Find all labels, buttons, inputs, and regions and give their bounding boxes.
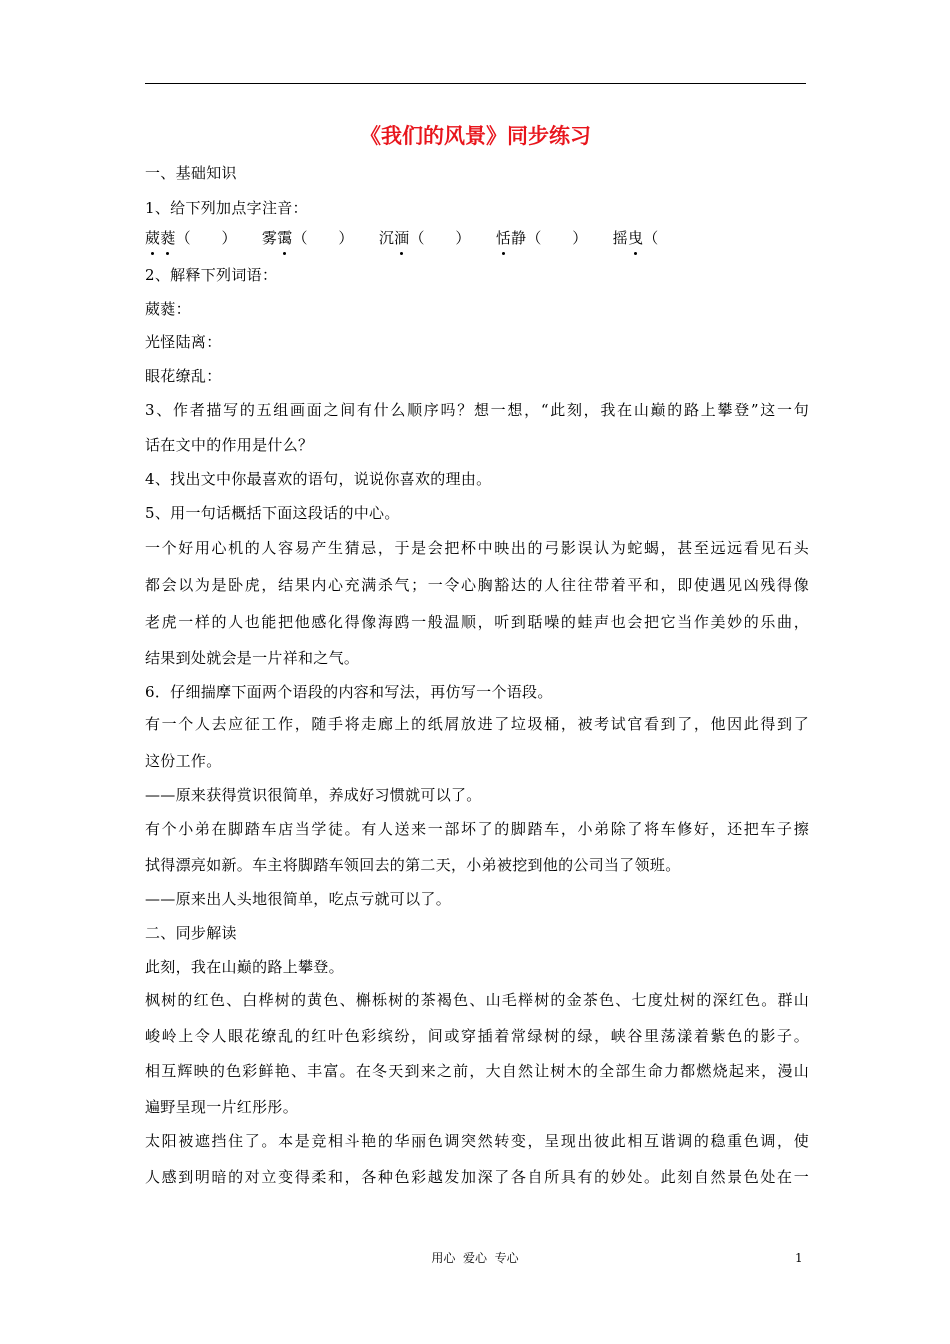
answer-blank[interactable]: （ ） (175, 229, 237, 247)
question-1-label: 1、给下列加点字注音： (145, 199, 308, 217)
plain-char: 静 (511, 229, 527, 247)
term-line: 葳蕤： (145, 300, 191, 318)
reading-line: 此刻，我在山巅的路上攀登。 (145, 958, 344, 976)
example-line: 拭得漂亮如新。车主将脚踏车领回去的第二天，小弟被挖到他的公司当了领班。 (145, 856, 681, 874)
question-4: 4、找出文中你最喜欢的语句，说说你喜欢的理由。 (145, 470, 492, 488)
pinyin-item (379, 228, 471, 248)
reading-line: 枫树的红色、白桦树的黄色、槲栎树的茶褐色、山毛榉树的金茶色、七度灶树的深红色。群山 (145, 991, 809, 1009)
passage-line: 老虎一样的人也能把他感化得像海鸥一般温顺，听到聒噪的蛙声也会把它当作美妙的乐曲， (145, 613, 809, 631)
plain-char: 雾 (261, 229, 278, 247)
answer-blank[interactable]: （ ） (526, 229, 588, 247)
page-number: 1 (795, 1251, 803, 1265)
question-3-line: 3、作者描写的五组画面之间有什么顺序吗？想一想，“此刻，我在山巅的路上攀登”这一句 (145, 401, 809, 419)
dotted-char: 霭 (277, 229, 293, 247)
example-line: 这份工作。 (145, 752, 222, 770)
answer-blank[interactable]: （ ） (292, 229, 354, 247)
term-line: 光怪陆离： (145, 333, 222, 351)
reading-line: 太阳被遮挡住了。本是竞相斗艳的华丽色调突然转变，呈现出彼此相互谐调的稳重色调，使 (145, 1132, 809, 1150)
page-title: 《我们的风景》同步练习 (360, 124, 591, 148)
question-5-label: 5、用一句话概括下面这段话的中心。 (145, 504, 400, 522)
example-line: 有个小弟在脚踏车店当学徒。有人送来一部坏了的脚踏车，小弟除了将车修好，还把车子擦 (145, 820, 809, 838)
example-line: 有一个人去应征工作，随手将走廊上的纸屑放进了垃圾桶，被考试官看到了，他因此得到了 (145, 715, 809, 733)
dotted-char: 曳 (627, 229, 644, 247)
passage-line: 结果到处就会是一片祥和之气。 (145, 649, 360, 667)
pinyin-item (613, 228, 659, 248)
header-rule (145, 83, 806, 84)
dotted-char: 蕤 (160, 229, 176, 247)
reading-line: 相互辉映的色彩鲜艳、丰富。在冬天到来之前，大自然让树木的全部生命力都燃烧起来，漫山 (145, 1062, 809, 1080)
example-line: ——原来出人头地很简单，吃点亏就可以了。 (145, 890, 452, 908)
term-line: 眼花缭乱： (145, 367, 222, 385)
reading-line: 遍野呈现一片红彤彤。 (145, 1098, 299, 1116)
footer-motto: 用心 爱心 专心 (431, 1251, 519, 1265)
reading-line: 峻岭上令人眼花缭乱的红叶色彩缤纷，间或穿插着常绿树的绿，峡谷里荡漾着紫色的影子。 (145, 1027, 809, 1045)
section-heading-basic: 一、基础知识 (145, 164, 237, 182)
plain-char: 沉 (378, 229, 395, 247)
pinyin-item (496, 228, 588, 248)
dotted-char: 湎 (394, 229, 410, 247)
question-3-line: 话在文中的作用是什么？ (145, 436, 314, 454)
dotted-char: 葳 (145, 229, 161, 247)
question-6-label: 6．仔细揣摩下面两个语段的内容和写法，再仿写一个语段。 (145, 683, 553, 701)
answer-blank[interactable]: （ ） (409, 229, 471, 247)
pinyin-items-row (145, 228, 809, 248)
example-line: ——原来获得赏识很简单，养成好习惯就可以了。 (145, 786, 482, 804)
answer-blank[interactable]: （ (643, 229, 659, 247)
plain-char: 摇 (612, 229, 628, 247)
passage-line: 一个好用心机的人容易产生猜忌，于是会把杯中映出的弓影误认为蛇蝎，甚至远远看见石头 (145, 539, 809, 557)
section-heading-reading: 二、同步解读 (145, 924, 237, 942)
dotted-char: 恬 (495, 229, 512, 247)
passage-line: 都会以为是卧虎，结果内心充满杀气；一令心胸豁达的人往往带着平和，即使遇见凶残得像 (145, 576, 809, 594)
question-2-label: 2、解释下列词语： (145, 266, 278, 284)
reading-line: 人感到明暗的对立变得柔和，各种色彩越发加深了各自所具有的妙处。此刻自然景色处在一 (145, 1168, 809, 1186)
pinyin-item (145, 228, 237, 248)
pinyin-item (262, 228, 354, 248)
